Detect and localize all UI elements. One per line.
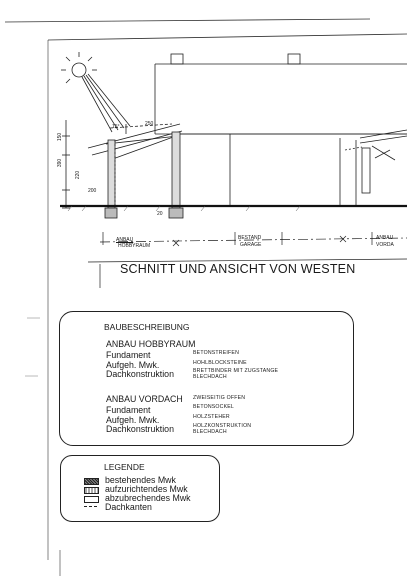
dim-390: 390 [57,158,64,168]
legend-abzubrechend: abzubrechendes Mwk [105,493,191,503]
vordach-title: ANBAU VORDACH [106,394,183,404]
label-anbau-vordach: ANBAU [376,235,394,241]
garage-roof [155,54,407,134]
legend-bestehend: bestehendes Mwk [105,475,176,485]
hobbyraum-fundament-label: Fundament [106,350,151,360]
vordach-dach-value2: BLECHDACH [193,429,227,435]
swatch-bestehend-icon [84,478,99,485]
vordach-subtitle: ZWEISEITIG OFFEN [193,395,246,401]
sun-symbol [61,52,130,132]
vordach-fundament-value: BETONSOCKEL [193,404,235,410]
hobbyraum-mwk-value: HOHLBLOCKSTEINE [193,360,247,366]
dim-250: 250 [145,121,154,127]
dim-220: 220 [75,170,82,180]
hobbyraum-dach-label: Dachkonstruktion [106,369,174,379]
vordach-fundament-label: Fundament [106,405,151,415]
label-vorda: VORDA [376,242,394,248]
hobbyraum-mwk-label: Aufgeh. Mwk. [106,360,160,370]
baubeschreibung-heading: BAUBESCHREIBUNG [104,322,190,332]
garage-building [180,130,407,205]
dachkanten-line-icon [84,506,97,507]
hobbyraum-fundament-value: BETONSTREIFEN [193,350,240,356]
legende-heading: LEGENDE [104,462,145,472]
label-garage: GARAGE [240,242,262,248]
hobbyraum-section [62,120,183,218]
hobbyraum-dach-value2: BLECHDACH [193,374,227,380]
swatch-aufzurichtend-icon [84,487,99,494]
label-bestand: BESTAND [238,235,262,241]
angle-label: 15° [112,124,120,130]
hobbyraum-title: ANBAU HOBBYRAUM [106,339,196,349]
dim-20: 20 [157,211,163,217]
vordach-dach-label: Dachkonstruktion [106,424,174,434]
vordach-dach-value: HOLZKONSTRUKTION [193,423,252,429]
vordach-mwk-label: Aufgeh. Mwk. [106,415,160,425]
swatch-abzubrechend-icon [84,496,99,503]
label-anbau-hobbyraum: ANBAU [116,237,134,243]
dim-150: 150 [57,132,64,142]
dim-200: 200 [88,188,97,194]
label-hobbyraum: HOBBYRAUM [118,243,151,249]
vordach-mwk-value: HOLZSTEHER [193,414,230,420]
legend-aufzurichtend: aufzurichtendes Mwk [105,484,188,494]
drawing-title: SCHNITT UND ANSICHT VON WESTEN [120,262,356,276]
hobbyraum-dach-value: BRETTBINDER MIT ZUGSTANGE [193,368,279,374]
legend-dachkanten: Dachkanten [105,502,152,512]
